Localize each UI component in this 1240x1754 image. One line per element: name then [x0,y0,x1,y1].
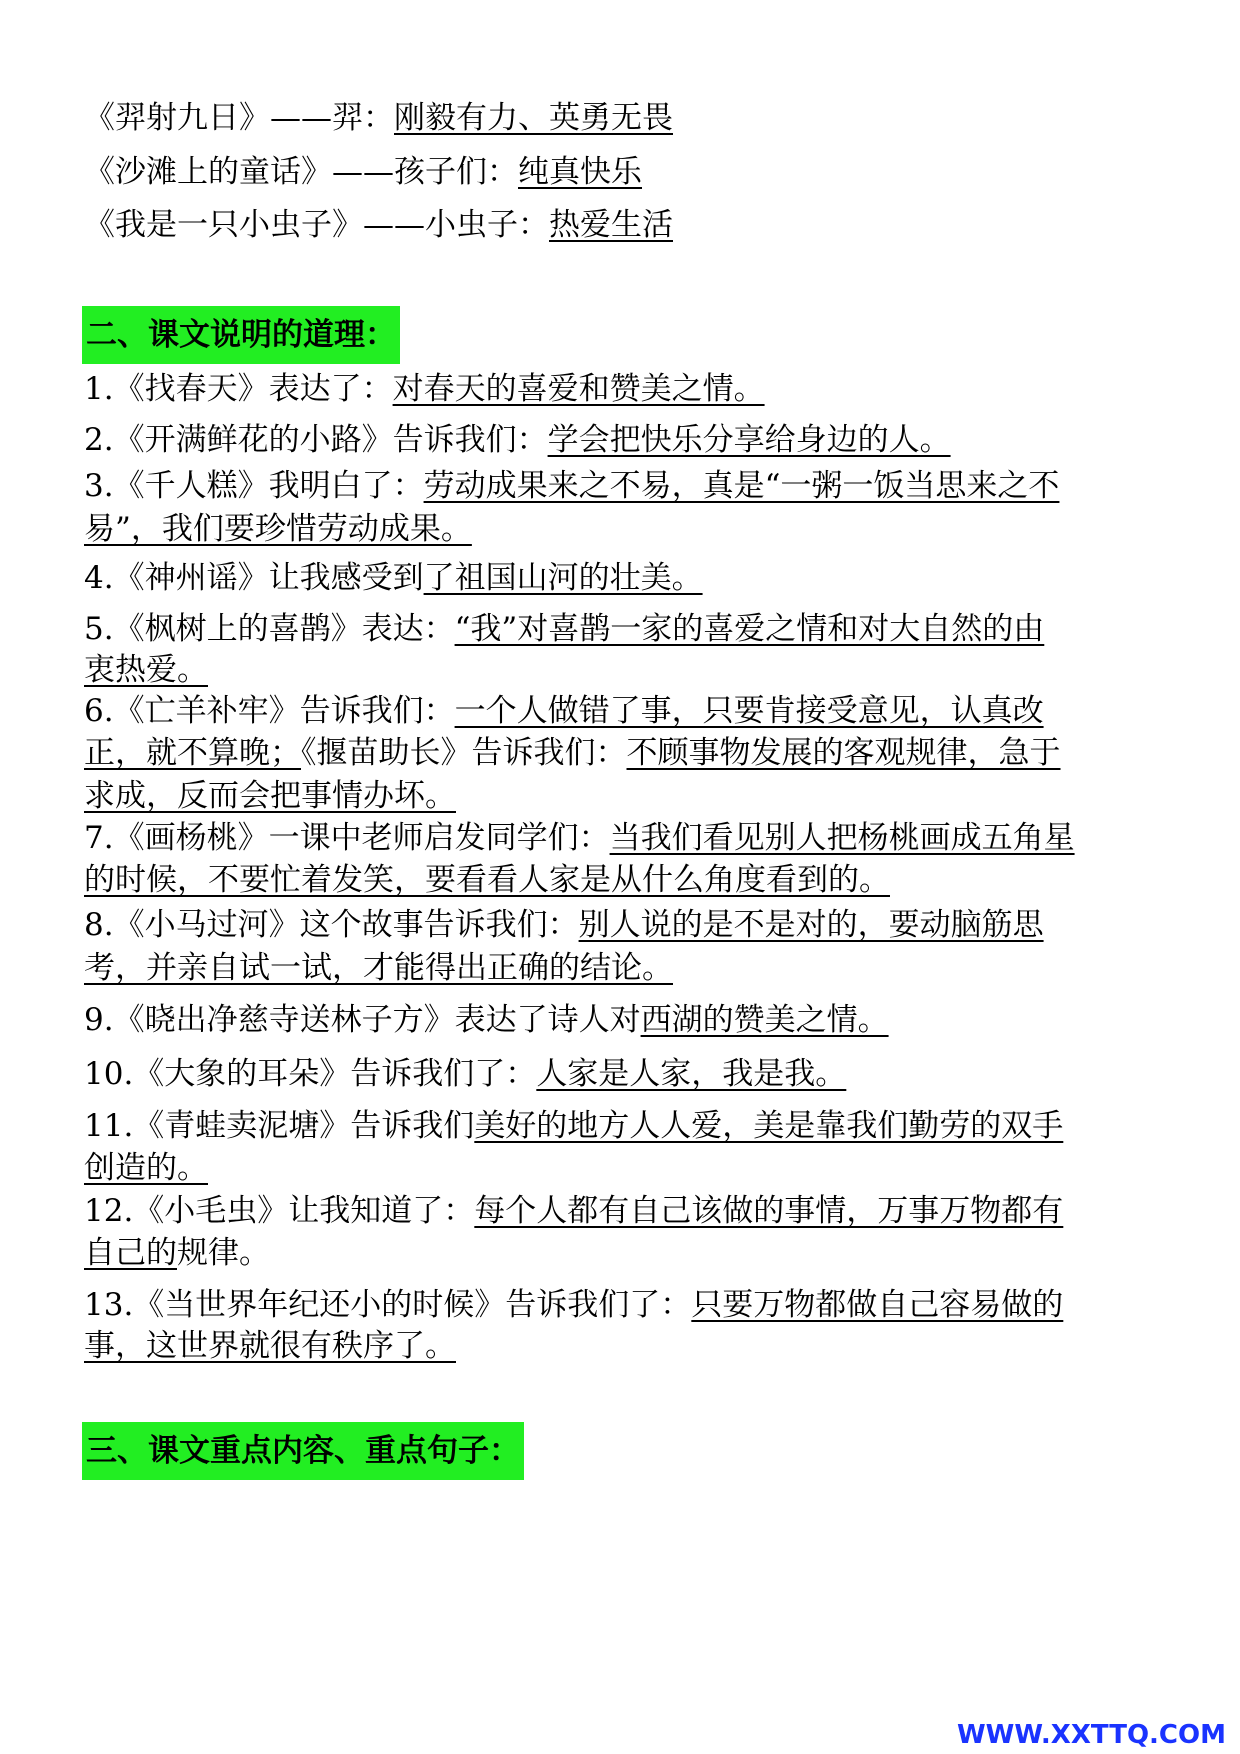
line-text: 10.《大象的耳朵》告诉我们了： [84,1056,537,1092]
underlined-answer: 西湖的赞美之情。 [640,1002,889,1038]
lesson-line [84,820,1075,856]
lesson-line [84,693,1044,729]
lesson-line [84,907,1044,943]
line-text: 12.《小毛虫》让我知道了： [84,1193,475,1229]
line-text: 6.《亡羊补牢》告诉我们： [84,693,455,729]
lesson-line [84,511,472,547]
underlined-answer: 不顾事物发展的客观规律，急于 [626,735,1061,771]
lesson-line [84,1056,846,1092]
underlined-answer: 只要万物都做自己容易做的 [691,1287,1064,1323]
lesson-line [84,611,1044,647]
underlined-answer: 事，这世界就很有秩序了。 [84,1328,456,1364]
section-heading: 三、课文重点内容、重点句子： [82,1422,524,1480]
lesson-line [84,1002,889,1038]
underlined-answer: 纯真快乐 [518,154,642,190]
line-text: 《我是一只小虫子》——小虫子： [84,207,549,243]
line-text: 9.《晓出净慈寺送林子方》表达了诗人对 [84,1002,641,1038]
lesson-line [84,371,765,407]
line-text: 4.《神州谣》让我感受到 [84,560,424,596]
underlined-answer: 一个人做错了事，只要肯接受意见，认真改 [454,693,1044,729]
underlined-answer: 求成，反而会把事情办坏。 [84,778,456,814]
lesson-line [84,422,951,458]
lesson-line [84,560,703,596]
lesson-line [84,1235,270,1271]
underlined-answer: 刚毅有力、英勇无畏 [394,100,673,136]
underlined-answer: 每个人都有自己该做的事情，万事万物都有 [474,1193,1064,1229]
section-heading: 二、课文说明的道理： [82,306,400,364]
lesson-line [84,1150,208,1186]
line-text: 5.《枫树上的喜鹊》表达： [84,611,455,647]
line-text: 1.《找春天》表达了： [84,371,393,407]
lesson-line [84,1193,1063,1229]
lesson-line [84,468,1059,504]
underlined-answer: 了祖国山河的壮美。 [423,560,703,596]
lesson-line [84,862,890,898]
line-text: 8.《小马过河》这个故事告诉我们： [84,907,579,943]
underlined-answer: 别人说的是不是对的，要动脑筋思 [578,907,1044,943]
character-line [84,207,673,243]
underlined-answer: 对春天的喜爱和赞美之情。 [392,371,765,407]
line-text: 7.《画杨桃》一课中老师启发同学们： [84,820,610,856]
underlined-answer: “我”对喜鹊一家的喜爱之情和对大自然的由 [454,611,1045,647]
underlined-answer: 自己的 [84,1235,177,1271]
underlined-answer: 学会把快乐分享给身边的人。 [547,422,951,458]
site-watermark: WWW.XXTTQ.COM [957,1720,1226,1750]
underlined-answer: 劳动成果来之不易，真是“一粥一饭当思来之不 [423,468,1060,504]
underlined-answer: 人家是人家，我是我。 [536,1056,847,1092]
line-text: 3.《千人糕》我明白了： [84,468,424,504]
underlined-answer: 当我们看见别人把杨桃画成五角星 [609,820,1075,856]
line-text: 2.《开满鲜花的小路》告诉我们： [84,422,548,458]
lesson-line [84,652,208,688]
lesson-line [84,735,1061,771]
lesson-line [84,778,456,814]
line-text: 规律。 [177,1235,270,1271]
lesson-line [84,950,673,986]
lesson-line [84,1328,456,1364]
character-line [84,154,642,190]
line-text: 《羿射九日》——羿： [84,100,394,136]
line-text: 13.《当世界年纪还小的时候》告诉我们了： [84,1287,692,1323]
lesson-line [84,1287,1063,1323]
underlined-answer: 创造的。 [84,1150,208,1186]
line-text: 11.《青蛙卖泥塘》告诉我们 [84,1108,475,1144]
line-text: 《沙滩上的童话》——孩子们： [84,154,518,190]
character-line [84,100,673,136]
underlined-answer: 考，并亲自试一试，才能得出正确的结论。 [84,950,673,986]
underlined-answer: 正，就不算晚； [84,735,301,771]
underlined-answer: 热爱生活 [549,207,673,243]
underlined-answer: 的时候，不要忙着发笑，要看看人家是从什么角度看到的。 [84,862,890,898]
lesson-line [84,1108,1063,1144]
underlined-answer: 衷热爱。 [84,652,208,688]
underlined-answer: 易”，我们要珍惜劳动成果。 [84,511,472,547]
underlined-answer: 美好的地方人人爱，美是靠我们勤劳的双手 [474,1108,1064,1144]
line-text: 《揠苗助长》告诉我们： [301,735,627,771]
